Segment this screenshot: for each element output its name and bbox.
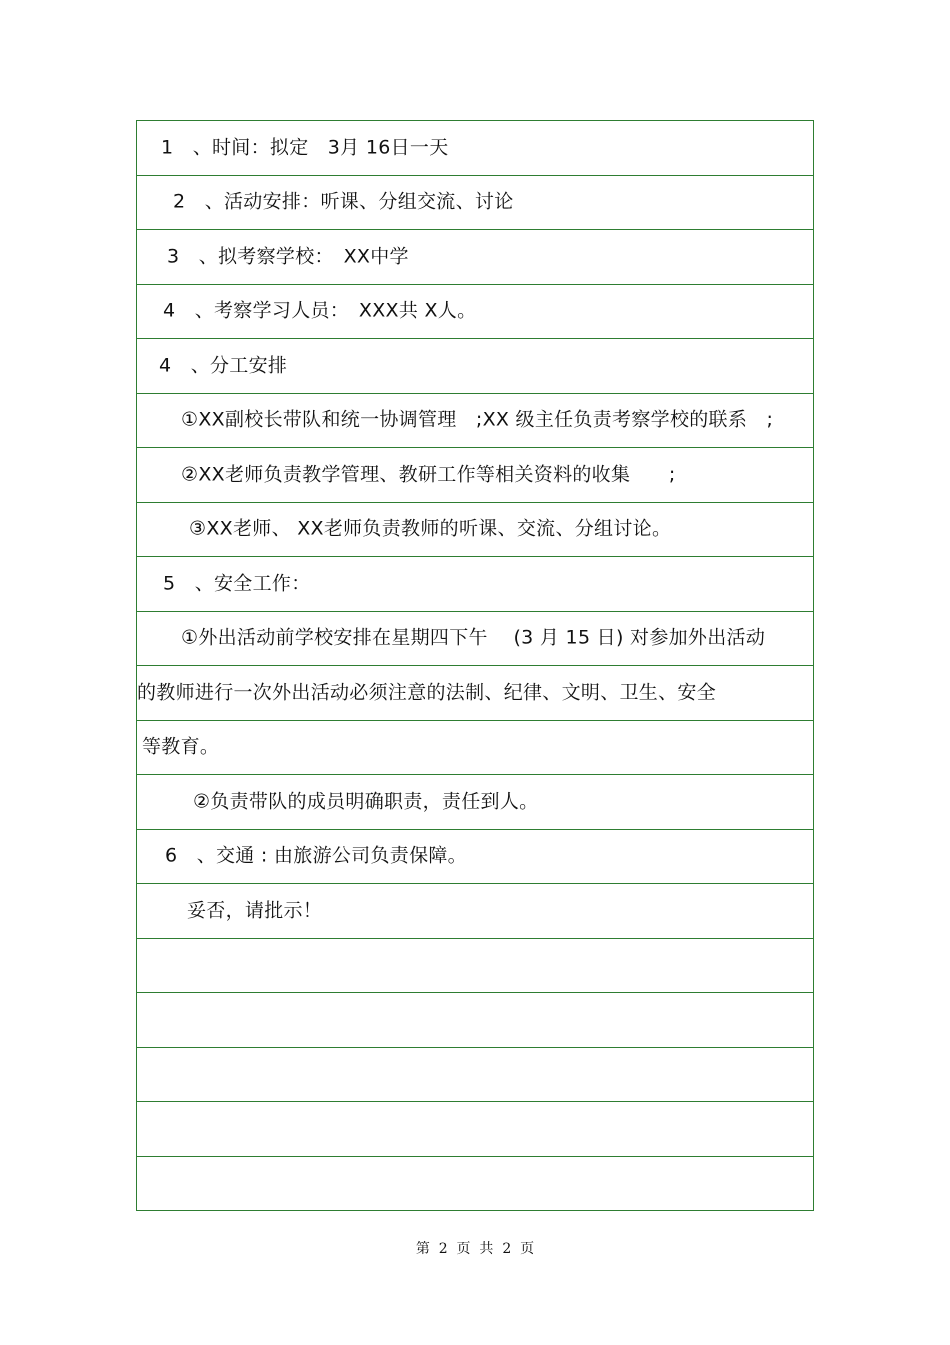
line-row [137,339,813,394]
line-row [137,721,813,776]
item-personnel: 4 、考察学习人员： XXX共 X人。 [163,299,477,322]
line-row [137,775,813,830]
line-row [137,121,813,176]
item-activity-schedule: 2 、活动安排：听课、分组交流、讨论 [173,190,514,213]
safety-point-2: ②负责带队的成员明确职责，责任到人。 [193,790,539,813]
line-row [137,503,813,558]
safety-point-1-cont: 的教师进行一次外出活动必须注意的法制、纪律、文明、卫生、安全 [137,681,717,704]
item-school: 3 、拟考察学校： XX中学 [167,245,409,268]
line-row [137,230,813,285]
line-row [137,884,813,939]
page-number: 第 2 页 共 2 页 [415,1241,535,1257]
line-row [137,394,813,449]
item-safety-heading: 5 、安全工作： [163,572,311,595]
blank-line-row [137,1048,813,1103]
line-row [137,612,813,667]
division-point-1: ①XX副校长带队和统一协调管理 ;XX 级主任负责考察学校的联系 ; [181,408,774,431]
blank-line-row [137,993,813,1048]
item-time: 1 、时间：拟定 3月 16日一天 [161,136,449,159]
safety-point-1: ①外出活动前学校安排在星期四下午 (3 月 15 日) 对参加外出活动 [181,626,766,649]
item-division-heading: 4 、分工安排 [159,354,288,377]
line-row [137,176,813,231]
line-row [137,830,813,885]
line-row [137,285,813,340]
ruled-sheet [136,120,814,1211]
safety-point-1-end: 等教育。 [142,735,220,758]
division-point-3: ③XX老师、 XX老师负责教师的听课、交流、分组讨论。 [189,517,672,540]
line-row [137,557,813,612]
blank-line-row [137,1102,813,1157]
item-transport: 6 、交通 : 由旅游公司负责保障。 [165,844,467,867]
line-row [137,666,813,721]
line-row [137,448,813,503]
closing-request: 妥否，请批示！ [187,899,323,922]
division-point-2: ②XX老师负责教学管理、教研工作等相关资料的收集 ; [181,463,676,486]
blank-line-row [137,939,813,994]
blank-line-row [137,1157,813,1212]
